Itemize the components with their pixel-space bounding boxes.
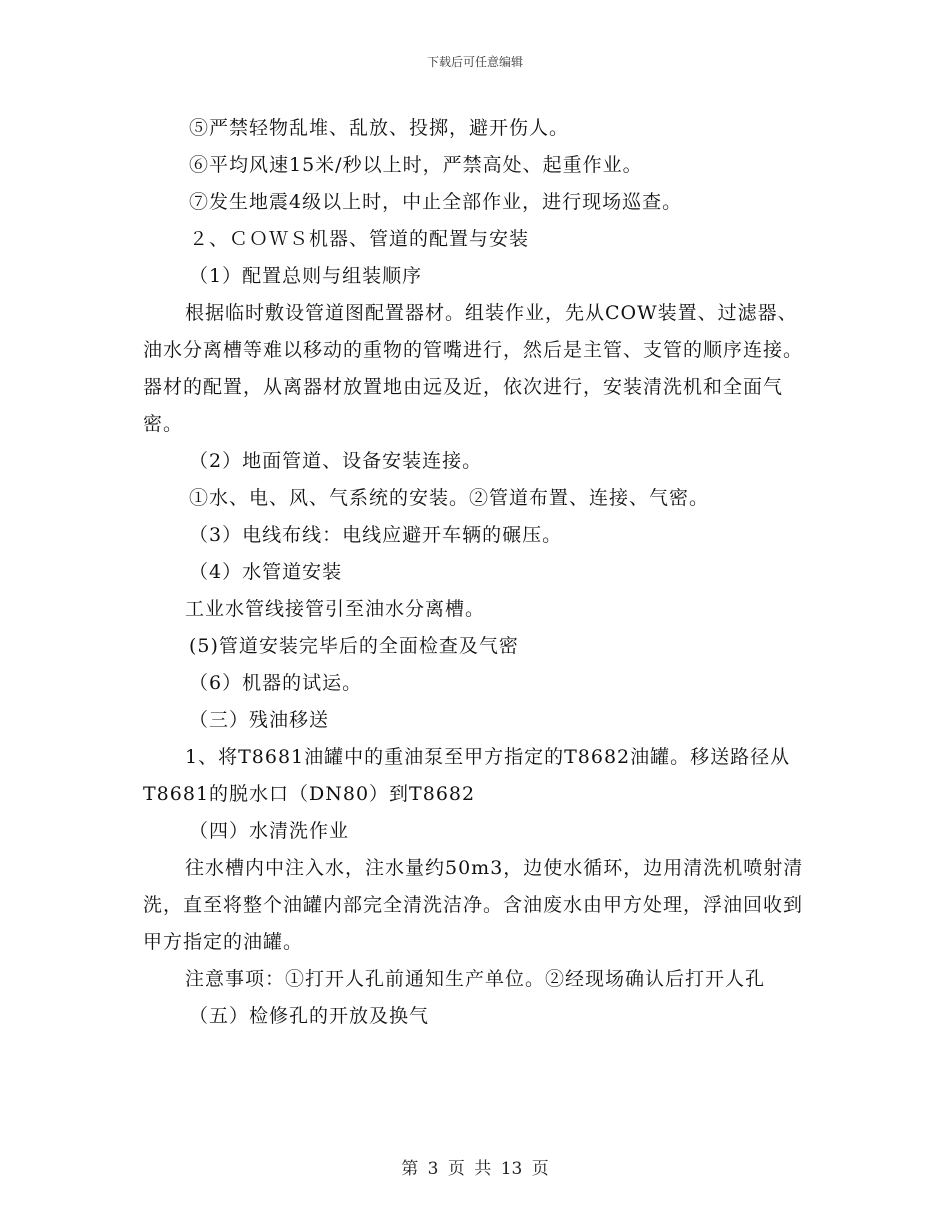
page-footer: 第 3 页 共 13 页 bbox=[401, 1159, 549, 1179]
paragraph: 1、将T8681油罐中的重油泵至甲方指定的T8682油罐。移送路径从T8681的脱水口（DN80）到T8682 bbox=[143, 746, 791, 805]
paragraph: 工业水管线接管引至油水分离槽。 bbox=[185, 598, 486, 620]
subsection-heading: （3）电线布线：电线应避开车辆的碾压。 bbox=[189, 524, 563, 546]
paragraph: ①水、电、风、气系统的安装。②管道布置、连接、气密。 bbox=[189, 487, 710, 509]
subsection-heading: （1）配置总则与组装顺序 bbox=[189, 265, 423, 287]
paragraph: 注意事项：①打开人孔前通知生产单位。②经现场确认后打开人孔 bbox=[185, 968, 766, 990]
section-heading: （五）检修孔的开放及换气 bbox=[189, 1005, 430, 1027]
document-body bbox=[143, 110, 808, 1035]
paragraph: ⑤严禁轻物乱堆、乱放、投掷，避开伤人。 bbox=[189, 117, 570, 139]
paragraph: 根据临时敷设管道图配置器材。组装作业，先从COW装置、过滤器、油水分离槽等难以移动的重物的管嘴进行，然后是主管、支管的顺序连接。器材的配置，从离器材放置地由远及近，依次进行，安装清洗机和全面气密。 bbox=[143, 302, 804, 435]
subsection-heading: （6）机器的试运。 bbox=[189, 672, 363, 694]
paragraph: ⑥平均风速15米/秒以上时，严禁高处、起重作业。 bbox=[189, 154, 643, 176]
page-header: 下载后可任意编辑 bbox=[426, 55, 523, 69]
subsection-heading: （4）水管道安装 bbox=[189, 561, 343, 583]
section-heading: （四）水清洗作业 bbox=[189, 820, 350, 842]
subsection-heading: （2）地面管道、设备安装连接。 bbox=[189, 450, 483, 472]
paragraph: 往水槽内中注入水，注水量约50m3，边使水循环，边用清洗机喷射清洗，直至将整个油罐内部完全清洗洁净。含油废水由甲方处理，浮油回收到甲方指定的油罐。 bbox=[143, 857, 804, 953]
subsection-heading: (5)管道安装完毕后的全面检查及气密 bbox=[189, 635, 519, 657]
section-heading: （三）残油移送 bbox=[189, 709, 330, 731]
paragraph: ⑦发生地震4级以上时，中止全部作业，进行现场巡查。 bbox=[189, 191, 683, 213]
section-heading: ２、ＣＯＷＳ机器、管道的配置与安装 bbox=[189, 228, 530, 250]
